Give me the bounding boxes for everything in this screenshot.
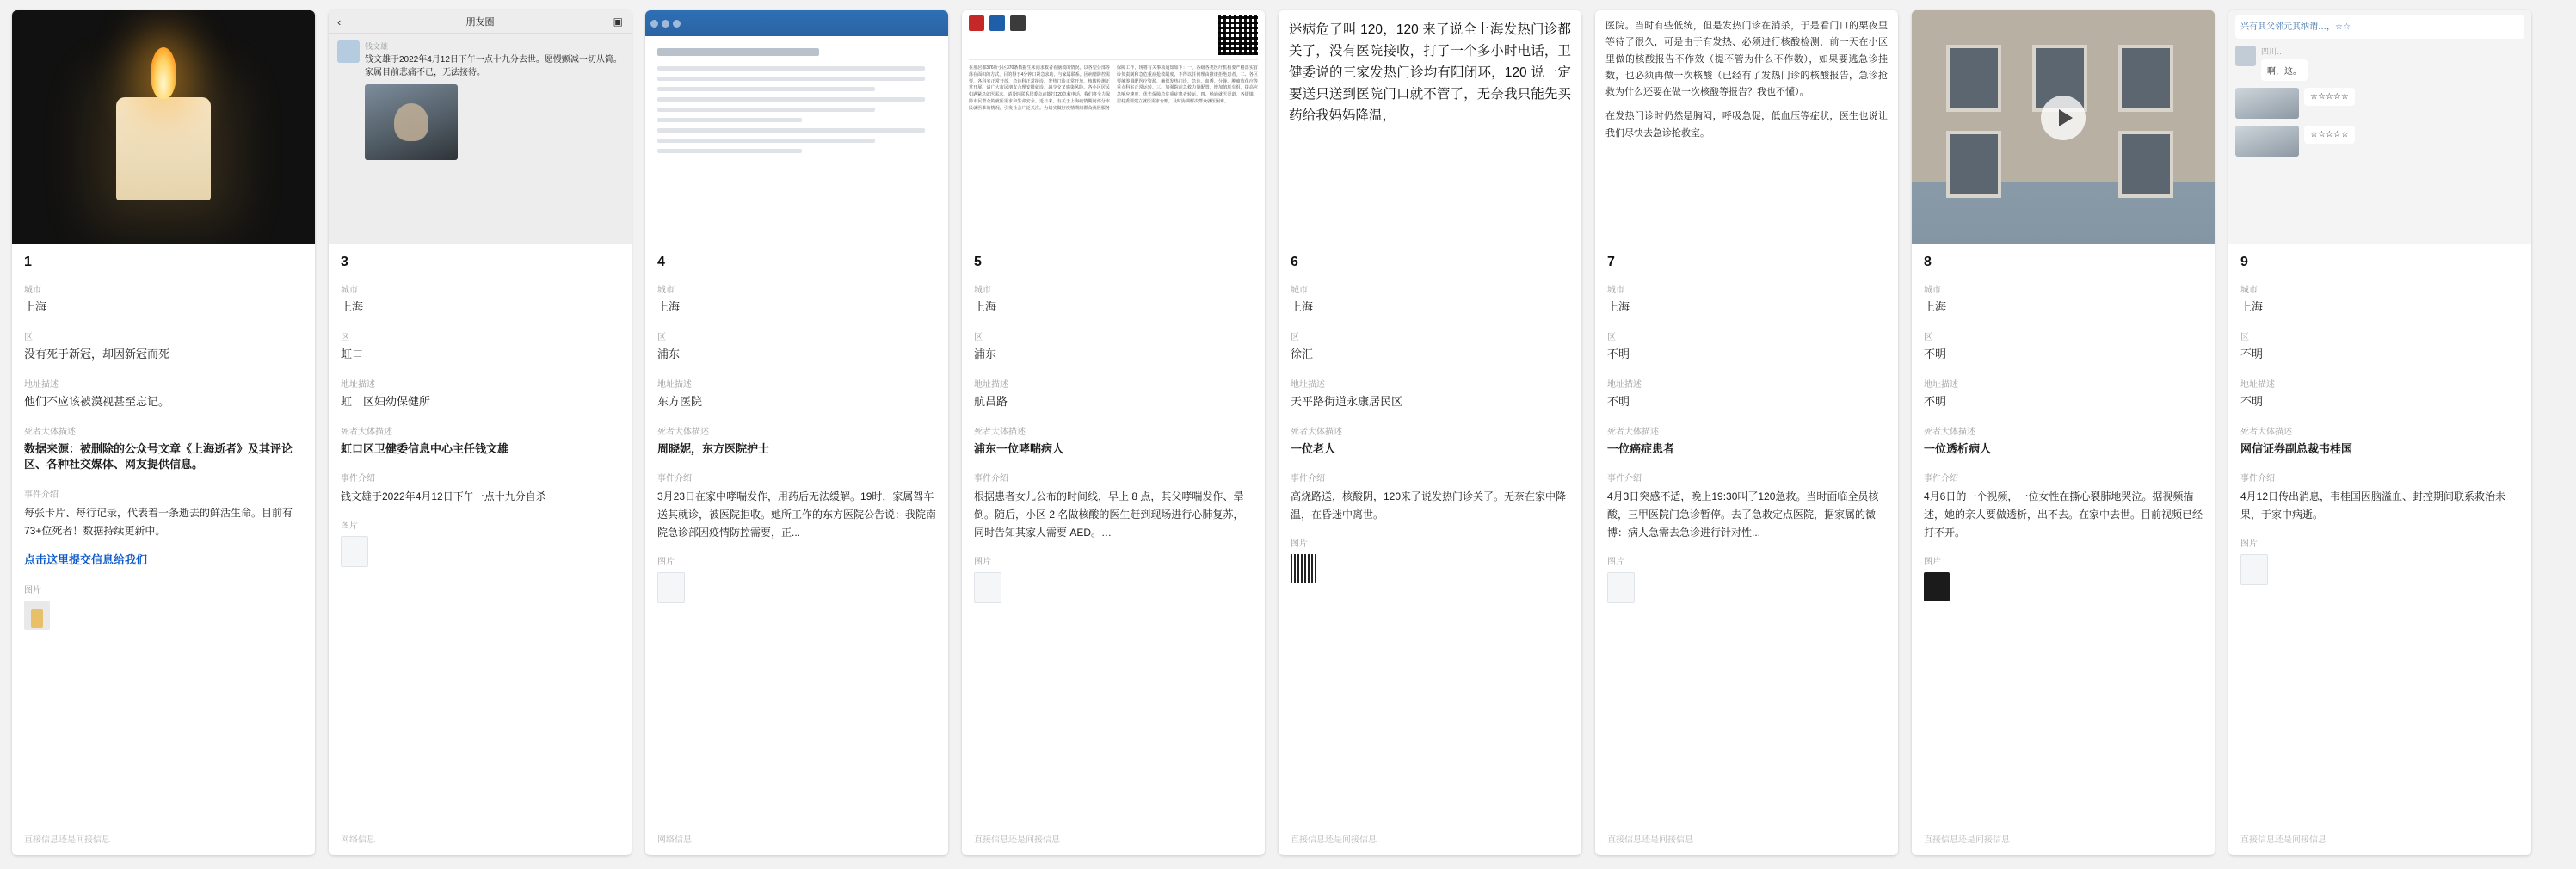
label-image: 图片 bbox=[1291, 539, 1308, 550]
label-image: 图片 bbox=[1607, 558, 1624, 568]
chat-sender: 四川… bbox=[2261, 47, 2285, 56]
testimony-text-image bbox=[1595, 10, 1898, 244]
value-address: 不明 bbox=[2240, 394, 2264, 408]
value-district: 没有死于新冠，却因新冠而死 bbox=[24, 347, 170, 361]
doc-line bbox=[657, 139, 875, 143]
label-event: 事件介绍 bbox=[24, 490, 59, 501]
card-index: 5 bbox=[974, 255, 982, 269]
label-city: 城市 bbox=[1291, 286, 1308, 295]
label-city: 城市 bbox=[341, 286, 358, 295]
value-city: 上海 bbox=[2240, 300, 2264, 313]
doc-line bbox=[657, 97, 925, 102]
document-sheet bbox=[645, 36, 948, 168]
label-district: 区 bbox=[1291, 332, 1299, 342]
label-event: 事件介绍 bbox=[1607, 474, 1642, 484]
source-note: 网络信息 bbox=[341, 835, 375, 845]
gov-icon bbox=[989, 15, 1005, 31]
image-thumbnail[interactable] bbox=[1924, 572, 1950, 601]
label-event: 事件介绍 bbox=[657, 474, 692, 484]
chat-stars: ☆☆☆☆☆ bbox=[2304, 88, 2355, 106]
value-address: 航昌路 bbox=[974, 394, 1008, 408]
label-city: 城市 bbox=[974, 286, 991, 295]
chat-stars: ☆☆☆☆☆ bbox=[2304, 126, 2355, 144]
document-screenshot bbox=[645, 10, 948, 244]
chat-screenshot bbox=[2228, 10, 2531, 244]
value-deceased: 网信证券副总裁韦桂国 bbox=[2240, 441, 2353, 455]
testimony-text: 迷病危了叫 120，120 来了说全上海发热门诊都关了，没有医院接收，打了一个多小时电话，卫健委说的三家发热门诊均有阳闭环，120 说一定要送只送到医院门口就不管了，无奈我只能先买药给我妈妈降温， bbox=[1289, 22, 1571, 124]
emblem-icon bbox=[969, 15, 984, 31]
card-index: 4 bbox=[657, 255, 665, 269]
source-note: 直接信息还是间接信息 bbox=[974, 835, 1060, 845]
image-thumbnail[interactable] bbox=[657, 572, 685, 603]
label-image: 图片 bbox=[24, 586, 41, 596]
label-district: 区 bbox=[24, 332, 33, 342]
value-deceased: 一位透析病人 bbox=[1924, 441, 1992, 455]
source-note: 直接信息还是间接信息 bbox=[2240, 835, 2326, 845]
value-deceased: 一位老人 bbox=[1291, 441, 1336, 455]
toolbar-dot-icon bbox=[662, 20, 669, 28]
toolbar-dot-icon bbox=[650, 20, 658, 28]
image-thumbnail[interactable] bbox=[1291, 554, 1316, 583]
testimony-text-image bbox=[1279, 10, 1581, 244]
label-city: 城市 bbox=[1924, 286, 1941, 295]
value-city: 上海 bbox=[341, 300, 364, 313]
card-index: 1 bbox=[24, 255, 32, 269]
value-address: 虹口区妇幼保健所 bbox=[341, 394, 431, 408]
label-deceased: 死者大体描述 bbox=[1607, 427, 1659, 437]
label-address: 地址描述 bbox=[2240, 379, 2275, 390]
image-thumbnail[interactable] bbox=[341, 536, 368, 567]
label-event: 事件介绍 bbox=[1291, 474, 1325, 484]
source-note: 直接信息还是间接信息 bbox=[1924, 835, 2010, 845]
label-deceased: 死者大体描述 bbox=[974, 427, 1026, 437]
image-thumbnail[interactable] bbox=[974, 572, 1001, 603]
submit-info-link[interactable]: 点击这里提交信息给我们 bbox=[24, 553, 148, 567]
chat-image bbox=[2235, 126, 2299, 157]
doc-line bbox=[657, 118, 802, 122]
label-district: 区 bbox=[2240, 332, 2249, 342]
label-deceased: 死者大体描述 bbox=[657, 427, 709, 437]
label-district: 区 bbox=[1924, 332, 1932, 342]
label-deceased: 死者大体描述 bbox=[1291, 427, 1342, 437]
chat-header-text: 兴有其父邻元其纳谓…，☆☆ bbox=[2235, 15, 2524, 39]
article-screenshot bbox=[962, 10, 1265, 244]
value-city: 上海 bbox=[1291, 300, 1314, 313]
doc-line bbox=[657, 87, 875, 91]
label-district: 区 bbox=[974, 332, 983, 342]
label-address: 地址描述 bbox=[1924, 379, 1958, 390]
window-shape bbox=[2118, 131, 2173, 198]
value-district: 不明 bbox=[1607, 347, 1630, 361]
label-event: 事件介绍 bbox=[974, 474, 1008, 484]
browser-toolbar bbox=[645, 10, 948, 36]
value-event: 4月3日突感不适，晚上19:30叫了120急救。当时面临全员核酸，三甲医院门急诊暂停。去了急救定点医院，据家属的微博：病人急需去急诊进行针对性... bbox=[1607, 490, 1879, 539]
image-thumbnail[interactable] bbox=[1607, 572, 1635, 603]
card-3[interactable] bbox=[329, 10, 632, 855]
value-district: 浦东 bbox=[657, 347, 681, 361]
value-city: 上海 bbox=[1924, 300, 1947, 313]
value-deceased: 浦东一位哮喘病人 bbox=[974, 441, 1064, 455]
card-8[interactable] bbox=[1912, 10, 2215, 855]
value-address: 不明 bbox=[1924, 394, 1947, 408]
card-5[interactable] bbox=[962, 10, 1265, 855]
window-shape bbox=[2118, 45, 2173, 112]
value-deceased: 周晓妮，东方医院护士 bbox=[657, 441, 770, 455]
window-shape bbox=[1946, 131, 2001, 198]
value-deceased: 虹口区卫健委信息中心主任钱文雄 bbox=[341, 441, 509, 455]
label-address: 地址描述 bbox=[24, 379, 59, 390]
label-image: 图片 bbox=[2240, 539, 2258, 550]
doc-line bbox=[657, 77, 925, 81]
label-city: 城市 bbox=[657, 286, 675, 295]
value-district: 浦东 bbox=[974, 347, 997, 361]
camera-icon[interactable]: ▣ bbox=[613, 15, 623, 28]
value-district: 徐汇 bbox=[1291, 347, 1314, 361]
wechat-title: 朋友圈 bbox=[465, 17, 495, 28]
testimony-paragraph-1: 医院。当时有些低统，但是发热门诊在消杀，于是看门口的栗夜里等待了很久，可是由于有发热、必须进行核酸检测，前一天在小区里做的核酸报告不作效（提不管为什么不作数），如果要逃急诊挂数，也必须再做一次核酸（已经有了发热门诊的核酸报告，急诊抢救为什么还要在做一次核酸等报告？我也不懂）。 bbox=[1605, 21, 1888, 97]
value-event: 每张卡片、每行记录，代表着一条逝去的鲜活生命。目前有73+位死者！数据持续更新中。 bbox=[24, 507, 293, 538]
source-note: 直接信息还是间接信息 bbox=[24, 835, 110, 845]
chat-image bbox=[2235, 88, 2299, 119]
avatar bbox=[2235, 46, 2256, 66]
card-index: 3 bbox=[341, 255, 348, 269]
play-button-icon[interactable] bbox=[2041, 96, 2086, 140]
source-note: 网络信息 bbox=[657, 835, 692, 845]
label-event: 事件介绍 bbox=[1924, 474, 1958, 484]
label-address: 地址描述 bbox=[1607, 379, 1642, 390]
value-event: 钱文雄于2022年4月12日下午一点十九分自杀 bbox=[341, 490, 546, 503]
label-city: 城市 bbox=[1607, 286, 1624, 295]
value-deceased: 数据来源：被删除的公众号文章《上海逝者》及其评论区、各种社交媒体、网友提供信息。 bbox=[24, 441, 293, 471]
card-index: 7 bbox=[1607, 255, 1615, 269]
value-district: 不明 bbox=[1924, 347, 1947, 361]
card-index: 9 bbox=[2240, 255, 2248, 269]
doc-line bbox=[657, 128, 925, 133]
card-1[interactable] bbox=[12, 10, 315, 855]
value-address: 天平路街道永康居民区 bbox=[1291, 394, 1403, 408]
label-city: 城市 bbox=[2240, 286, 2258, 295]
label-address: 地址描述 bbox=[341, 379, 375, 390]
qr-code-icon bbox=[1218, 15, 1258, 55]
image-thumbnail[interactable] bbox=[24, 601, 50, 630]
label-deceased: 死者大体描述 bbox=[2240, 427, 2292, 437]
label-address: 地址描述 bbox=[974, 379, 1008, 390]
source-note: 直接信息还是间接信息 bbox=[1607, 835, 1693, 845]
chat-row bbox=[2235, 46, 2524, 81]
seal-icon bbox=[1010, 15, 1026, 31]
label-district: 区 bbox=[341, 332, 349, 342]
wechat-sender: 钱文雄 bbox=[365, 42, 389, 51]
testimony-paragraph-2: 在发热门诊时仍然是胸闷，呼吸急促，低血压等症状，医生也说让我们尽快去急诊抢救室。 bbox=[1605, 111, 1888, 139]
value-event: 3月23日在家中哮喘发作，用药后无法缓解。19时，家属驾车送其就诊，被医院拒收。她所工作的东方医院公告说：我院南院急诊部因疫情防控需要，正... bbox=[657, 490, 936, 539]
image-thumbnail[interactable] bbox=[2240, 554, 2268, 585]
doc-line bbox=[657, 149, 802, 153]
chat-row bbox=[2235, 126, 2524, 157]
wechat-titlebar bbox=[329, 10, 632, 34]
label-deceased: 死者大体描述 bbox=[1924, 427, 1975, 437]
doc-line bbox=[657, 66, 925, 71]
wechat-message bbox=[329, 34, 632, 167]
value-event: 4月6日的一个视频，一位女性在撕心裂肺地哭泣。据视频描述，她的亲人要做透析，出不去。在家中去世。目前视频已经打不开。 bbox=[1924, 490, 2203, 539]
back-icon[interactable]: ‹ bbox=[337, 15, 342, 28]
video-thumbnail[interactable] bbox=[1912, 10, 2215, 244]
source-note: 直接信息还是间接信息 bbox=[1291, 835, 1377, 845]
value-city: 上海 bbox=[974, 300, 997, 313]
value-event: 4月12日传出消息，韦桂国因脑溢血、封控期间联系救治未果，于家中病逝。 bbox=[2240, 490, 2506, 521]
card-index: 6 bbox=[1291, 255, 1298, 269]
label-image: 图片 bbox=[657, 558, 675, 568]
value-deceased: 一位癌症患者 bbox=[1607, 441, 1675, 455]
label-address: 地址描述 bbox=[657, 379, 692, 390]
candle-image bbox=[12, 10, 315, 244]
value-district: 虹口 bbox=[341, 347, 364, 361]
value-address: 东方医院 bbox=[657, 394, 703, 408]
label-district: 区 bbox=[1607, 332, 1616, 342]
value-city: 上海 bbox=[1607, 300, 1630, 313]
candle-shape bbox=[116, 97, 211, 200]
value-district: 不明 bbox=[2240, 347, 2264, 361]
article-header bbox=[969, 15, 1258, 60]
wechat-text: 钱文雄于2022年4月12日下午一点十九分去世。愿慢颤减一切从简。家属目前悲痛不已，无法接待。 bbox=[365, 55, 622, 77]
value-address: 不明 bbox=[1607, 394, 1630, 408]
flame-icon bbox=[151, 47, 176, 99]
value-city: 上海 bbox=[657, 300, 681, 313]
label-address: 地址描述 bbox=[1291, 379, 1325, 390]
wechat-screenshot bbox=[329, 10, 632, 244]
label-event: 事件介绍 bbox=[2240, 474, 2275, 484]
label-district: 区 bbox=[657, 332, 666, 342]
card-7[interactable] bbox=[1595, 10, 1898, 855]
label-city: 城市 bbox=[24, 286, 41, 295]
wechat-photo bbox=[365, 84, 458, 160]
card-9[interactable] bbox=[2228, 10, 2531, 855]
label-event: 事件介绍 bbox=[341, 474, 375, 484]
doc-line bbox=[657, 108, 875, 112]
card-index: 8 bbox=[1924, 255, 1932, 269]
label-deceased: 死者大体描述 bbox=[341, 427, 392, 437]
toolbar-dot-icon bbox=[673, 20, 681, 28]
article-body: 在那居都376所小区370条数据生未向求救者看脑救的情况，以各型公部等落在面积的方式，目的得于4分钟口紧急求助，与家属联系。因病情防控需要，各科室正常开放，急诊科正常接诊，发热门诊正常开放，核酸检测正常开展。请广大市民朋友合理安排就诊，减少交叉感染风险。各小区居民如遇紧急就医需求，请及时联系居委会或拨打120急救电话，我们将全力保障市民群众的就医需求和生命安全。近日来，有关于上海疫情期间部分市民就医难的情况，引发社会广泛关注。为切实做好疫情期间群众就医服务保障工作，现将有关事项通知如下：一、各级各类医疗机构要严格落实首诊负责制和急危重症抢救制度，不得以任何理由推诿拒绝患者。二、各区要统筹调配医疗资源，确保发热门诊、急诊、血透、分娩、肿瘤放化疗等重点科室正常运转。三、加强院前急救力量配置，增加值班车组，提高应急响应速度，优先保障急危重症患者转运。四、畅通就医渠道，各街镇、居村委要建立就医需求台账，及时协调解决群众就医困难。 bbox=[969, 65, 1258, 111]
label-deceased: 死者大体描述 bbox=[24, 427, 76, 437]
value-event: 高烧路送，核酸阴，120来了说发热门诊关了。无奈在家中降温，在昏迷中离世。 bbox=[1291, 490, 1567, 521]
card-4[interactable] bbox=[645, 10, 948, 855]
value-event: 根据患者女儿公布的时间线，早上 8 点，其父哮喘发作、晕倒。随后，小区 2 名做核酸的医生赶到现场进行心肺复苏，同时告知其家人需要 AED。… bbox=[974, 490, 1244, 539]
chat-bubble: 啊，这。 bbox=[2261, 59, 2308, 81]
value-city: 上海 bbox=[24, 300, 47, 313]
avatar bbox=[337, 40, 360, 63]
label-image: 图片 bbox=[1924, 558, 1941, 568]
label-image: 图片 bbox=[974, 558, 991, 568]
window-shape bbox=[1946, 45, 2001, 112]
chat-row bbox=[2235, 88, 2524, 119]
card-6[interactable] bbox=[1279, 10, 1581, 855]
label-image: 图片 bbox=[341, 521, 358, 532]
doc-title-bar bbox=[657, 48, 819, 56]
value-address: 他们不应该被漠视甚至忘记。 bbox=[24, 394, 170, 408]
